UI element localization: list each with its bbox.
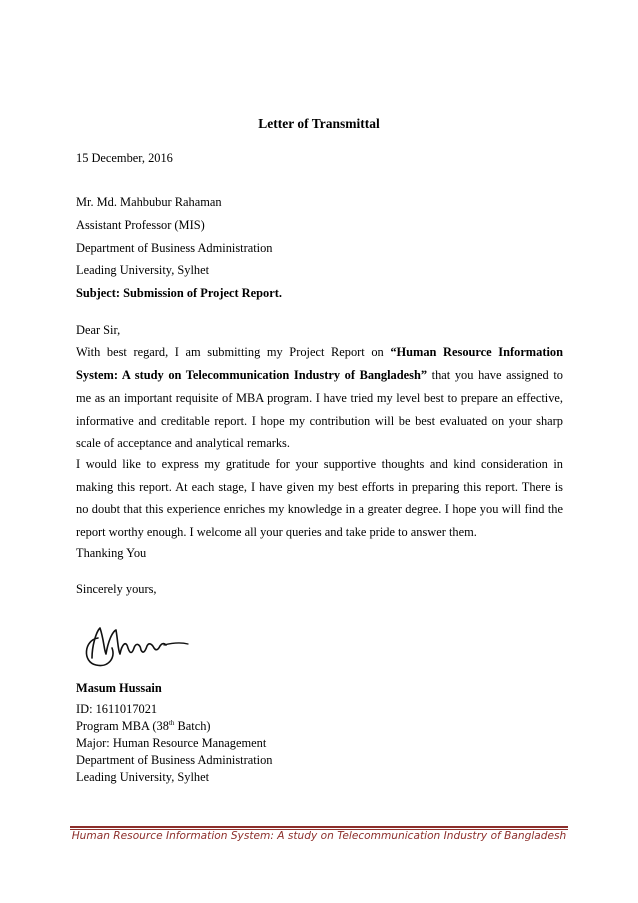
recipient-department: Department of Business Administration [76, 241, 273, 255]
recipient-title: Assistant Professor (MIS) [76, 218, 205, 232]
paragraph-line: report worthy enough. I welcome all your queries and take pride to answer them. [76, 525, 477, 539]
page-footer: Human Resource Information System: A study on Telecommunication Industry of Bangladesh [71, 830, 567, 842]
signer-department: Department of Business Administration [76, 753, 273, 767]
closing-line: Sincerely yours, [76, 582, 157, 596]
report-title-bold: “Human Resource Information [390, 345, 563, 359]
paragraph-line: no doubt that this experience enriches my knowledge in a greater degree. I hope you will find the [76, 502, 563, 516]
letter-date: 15 December, 2016 [76, 151, 173, 165]
text-span: With best regard, I am submitting my Project Report on [76, 345, 391, 359]
paragraph-line [76, 345, 563, 360]
signer-major: Major: Human Resource Management [76, 736, 267, 750]
recipient-name: Mr. Md. Mahbubur Rahaman [76, 195, 222, 209]
subject-line: Subject: Submission of Project Report. [76, 286, 282, 300]
signer-name: Masum Hussain [76, 681, 162, 695]
paragraph-line: making this report. At each stage, I have given my best efforts in preparing this report. There is [76, 480, 563, 494]
text-span: Batch) [174, 719, 211, 733]
text-span: Program MBA (38 [76, 719, 169, 733]
signature-image [78, 618, 190, 670]
signer-program [76, 719, 211, 734]
signer-university: Leading University, Sylhet [76, 770, 210, 784]
letter-title: Letter of Transmittal [258, 116, 380, 131]
report-title-bold: System: A study on Telecommunication Industry of Bangladesh” [76, 368, 428, 382]
paragraph-line: informative and creditable report. I hope my contribution will be best evaluated on your sharp [76, 414, 563, 428]
text-span: that you have assigned to [427, 368, 563, 382]
recipient-university: Leading University, Sylhet [76, 263, 210, 277]
paragraph-line [76, 368, 563, 383]
paragraph-line: me as an important requisite of MBA program. I have tried my level best to prepare an effective, [76, 391, 563, 405]
footer-rule [70, 826, 568, 828]
paragraph-line: scale of acceptance and analytical remarks. [76, 436, 290, 450]
thanks-line: Thanking You [76, 546, 147, 560]
ordinal-superscript: th [168, 719, 175, 727]
salutation: Dear Sir, [76, 323, 121, 337]
signer-id: ID: 1611017021 [76, 702, 158, 716]
paragraph-line: I would like to express my gratitude for your supportive thoughts and kind consideration in [76, 457, 563, 471]
